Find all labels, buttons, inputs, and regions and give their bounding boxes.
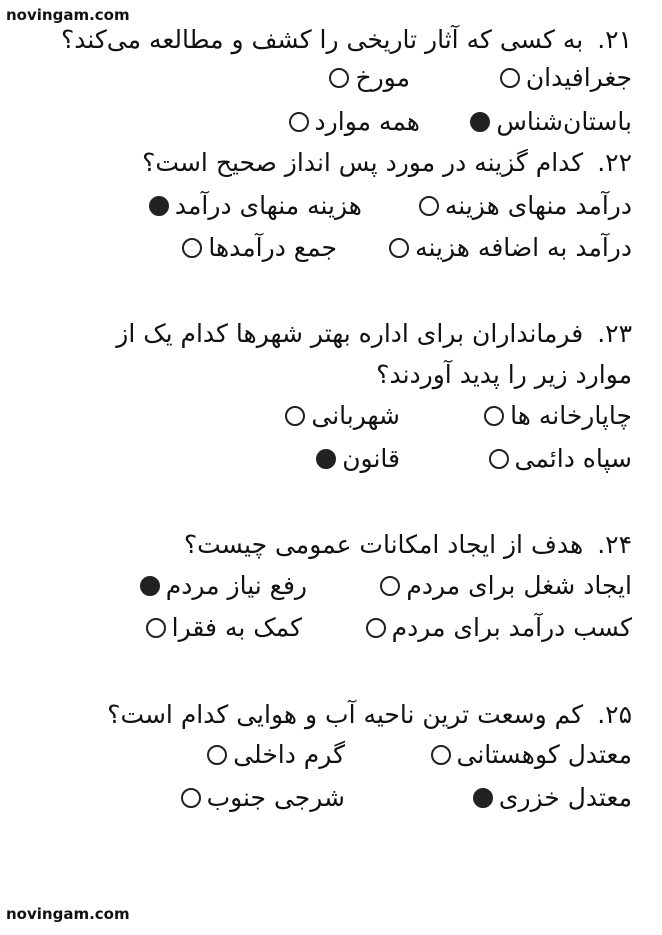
q22-option-3-label: درآمد به اضافه هزینه — [415, 233, 632, 262]
question-22-number: ۲۲. — [597, 148, 632, 177]
q21-option-3[interactable] — [470, 104, 632, 140]
q25-option-3-radio[interactable] — [473, 788, 493, 808]
question-25-text — [10, 697, 632, 733]
q22-option-2-radio[interactable] — [149, 196, 169, 216]
q21-option-1-label: جغرافیدان — [525, 63, 632, 92]
question-25-number: ۲۵. — [597, 700, 632, 729]
q24-option-2[interactable] — [140, 568, 307, 604]
question-22-text — [10, 145, 632, 181]
q23-option-3[interactable] — [489, 441, 632, 477]
question-23-line-2: موارد زیر را پدید آوردند؟ — [376, 360, 632, 389]
q24-option-2-radio[interactable] — [140, 576, 160, 596]
q25-option-1[interactable] — [431, 737, 633, 773]
q24-option-4[interactable] — [146, 610, 302, 646]
q22-option-1-radio[interactable] — [419, 196, 439, 216]
q21-option-3-label: باستان‌شناس — [496, 107, 632, 136]
q25-option-2-radio[interactable] — [207, 745, 227, 765]
q23-option-4-label: قانون — [342, 444, 400, 473]
question-23-line-1: فرمانداران برای اداره بهتر شهرها کدام یک از — [116, 319, 584, 348]
q22-option-3[interactable] — [389, 230, 632, 266]
q21-option-4[interactable] — [289, 104, 420, 140]
watermark-bottom: novingam.com — [6, 905, 130, 923]
q23-option-2-radio[interactable] — [285, 406, 305, 426]
q25-option-2[interactable] — [207, 737, 345, 773]
question-24-line-1: هدف از ایجاد امکانات عمومی چیست؟ — [183, 530, 584, 559]
q25-option-3[interactable] — [473, 780, 632, 816]
q22-option-4-radio[interactable] — [182, 238, 202, 258]
q21-option-2[interactable] — [329, 60, 410, 96]
q22-option-2-label: هزینه منهای درآمد — [174, 191, 362, 220]
question-21-line-1: به کسی که آثار تاریخی را کشف و مطالعه می‌کند؟ — [60, 25, 584, 54]
q25-option-4[interactable] — [181, 780, 345, 816]
q23-option-3-radio[interactable] — [489, 449, 509, 469]
q23-option-4-radio[interactable] — [316, 449, 336, 469]
q23-option-1[interactable] — [484, 398, 632, 434]
q24-option-1-label: ایجاد شغل برای مردم — [406, 571, 632, 600]
q22-option-3-radio[interactable] — [389, 238, 409, 258]
q25-option-1-label: معتدل کوهستانی — [456, 740, 632, 769]
q21-option-1[interactable] — [500, 60, 632, 96]
question-21-number: ۲۱. — [597, 25, 632, 54]
q23-option-2[interactable] — [285, 398, 400, 434]
q25-option-4-radio[interactable] — [181, 788, 201, 808]
question-23-text-cont — [10, 357, 632, 393]
q24-option-2-label: رفع نیاز مردم — [165, 571, 307, 600]
question-22-line-1: کدام گزینه در مورد پس انداز صحیح است؟ — [142, 148, 584, 177]
q23-option-2-label: شهربانی — [311, 401, 400, 430]
q22-option-1-label: درآمد منهای هزینه — [444, 191, 632, 220]
question-23-number: ۲۳. — [597, 319, 632, 348]
q21-option-4-radio[interactable] — [289, 112, 309, 132]
question-25-line-1: کم وسعت ترین ناحیه آب و هوایی کدام است؟ — [107, 700, 584, 729]
question-24-text — [10, 527, 632, 563]
q22-option-4-label: جمع درآمدها — [208, 233, 337, 262]
q25-option-1-radio[interactable] — [431, 745, 451, 765]
q22-option-1[interactable] — [419, 188, 632, 224]
q23-option-4[interactable] — [316, 441, 400, 477]
q24-option-3[interactable] — [366, 610, 632, 646]
q25-option-2-label: گرم داخلی — [233, 740, 345, 769]
watermark-top: novingam.com — [6, 6, 130, 24]
q24-option-4-radio[interactable] — [146, 618, 166, 638]
q21-option-1-radio[interactable] — [500, 68, 520, 88]
q23-option-1-radio[interactable] — [484, 406, 504, 426]
q23-option-1-label: چاپارخانه ها — [510, 401, 632, 430]
question-21-text — [10, 22, 632, 58]
q22-option-4[interactable] — [182, 230, 337, 266]
q21-option-3-radio[interactable] — [470, 112, 490, 132]
q21-option-2-label: مورخ — [355, 63, 410, 92]
q23-option-3-label: سپاه دائمی — [514, 444, 632, 473]
q24-option-3-radio[interactable] — [366, 618, 386, 638]
q21-option-2-radio[interactable] — [329, 68, 349, 88]
q25-option-4-label: شرجی جنوب — [206, 783, 345, 812]
q24-option-1[interactable] — [380, 568, 632, 604]
q22-option-2[interactable] — [149, 188, 362, 224]
question-24-number: ۲۴. — [597, 530, 632, 559]
q24-option-1-radio[interactable] — [380, 576, 400, 596]
q21-option-4-label: همه موارد — [314, 107, 420, 136]
q24-option-3-label: کسب درآمد برای مردم — [391, 613, 632, 642]
question-23-text — [10, 316, 632, 352]
q25-option-3-label: معتدل خزری — [498, 783, 632, 812]
q24-option-4-label: کمک به فقرا — [171, 613, 302, 642]
